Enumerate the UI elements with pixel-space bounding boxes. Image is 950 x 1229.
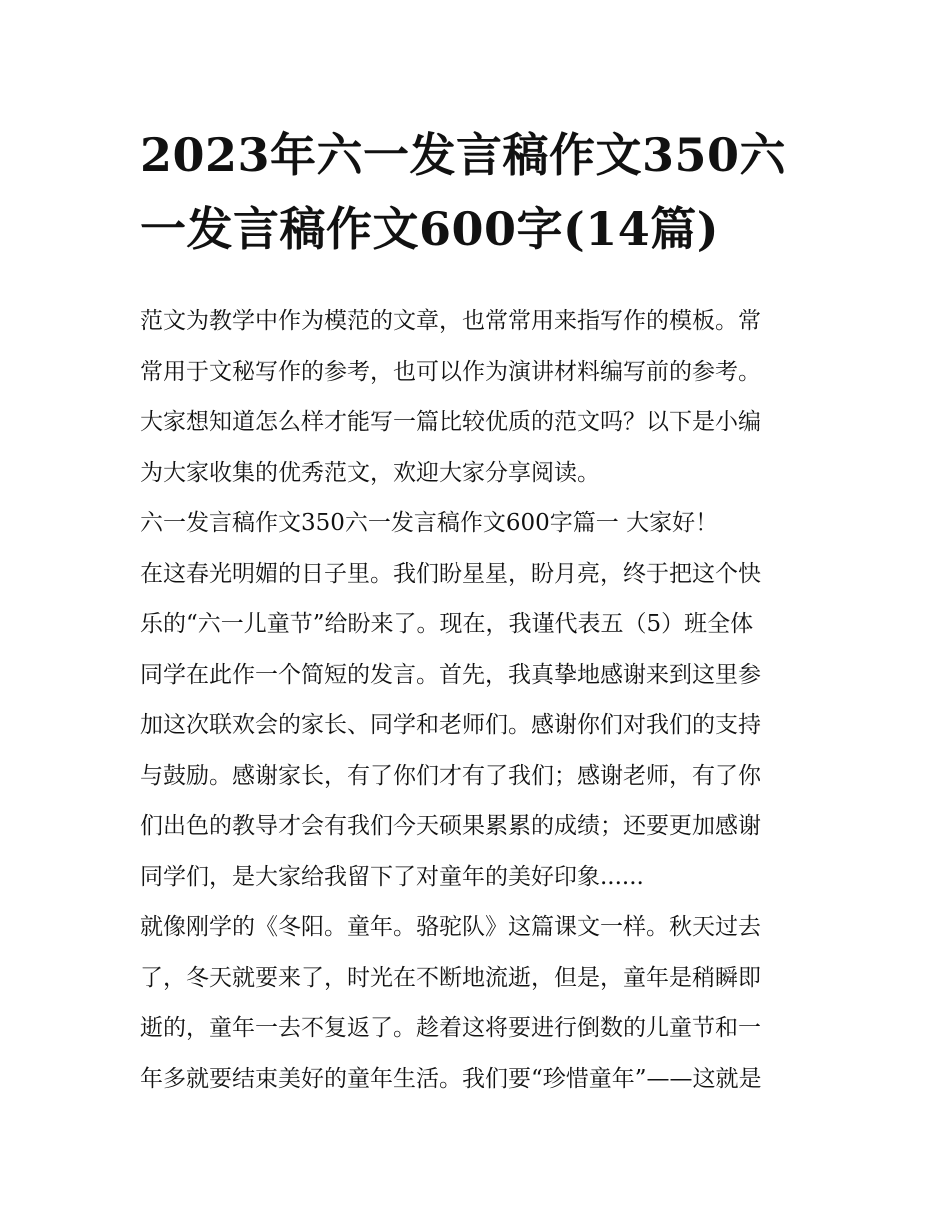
- text-line: 乐的“六一儿童节”给盼来了。现在，我谨代表五（5）班全体: [140, 611, 754, 637]
- text-line: 就像刚学的《冬阳。童年。骆驼队》这篇课文一样。秋天过去: [140, 914, 761, 940]
- title-line: 一发言稿作文600字(14篇): [140, 202, 720, 256]
- section-heading-line: 六一发言稿作文350六一发言稿作文600字篇一 大家好！: [140, 510, 719, 536]
- text-line: 大家想知道怎么样才能写一篇比较优质的范文吗？以下是小编: [140, 409, 761, 435]
- text-line: 加这次联欢会的家长、同学和老师们。感谢你们对我们的支持: [140, 712, 761, 738]
- text-line: 们出色的教导才会有我们今天硕果累累的成绩；还要更加感谢: [140, 813, 761, 839]
- text-line: 与鼓励。感谢家长，有了你们才有了我们；感谢老师，有了你: [140, 762, 761, 789]
- text-line: 同学们，是大家给我留下了对童年的美好印象......: [140, 863, 644, 890]
- document-body: [140, 296, 820, 1104]
- text-line: 常用于文秘写作的参考，也可以作为演讲材料编写前的参考。: [140, 358, 761, 385]
- document-page: [140, 118, 820, 1104]
- text-line: 在这春光明媚的日子里。我们盼星星，盼月亮，终于把这个快: [140, 560, 761, 587]
- text-line: 为大家收集的优秀范文，欢迎大家分享阅读。: [140, 459, 600, 486]
- text-line: 逝的，童年一去不复返了。趁着这将要进行倒数的儿童节和一: [140, 1015, 761, 1041]
- text-line: 范文为教学中作为模范的文章，也常常用来指写作的模板。常: [140, 308, 761, 334]
- text-line: 同学在此作一个简短的发言。首先，我真挚地感谢来到这里参: [140, 661, 761, 688]
- text-line: 了，冬天就要来了，时光在不断地流逝，但是，童年是稍瞬即: [140, 964, 761, 991]
- text-line: 年多就要结束美好的童年生活。我们要“珍惜童年”——这就是: [140, 1065, 762, 1092]
- document-title: [140, 118, 820, 266]
- title-line: 2023年六一发言稿作文350六: [140, 128, 787, 182]
